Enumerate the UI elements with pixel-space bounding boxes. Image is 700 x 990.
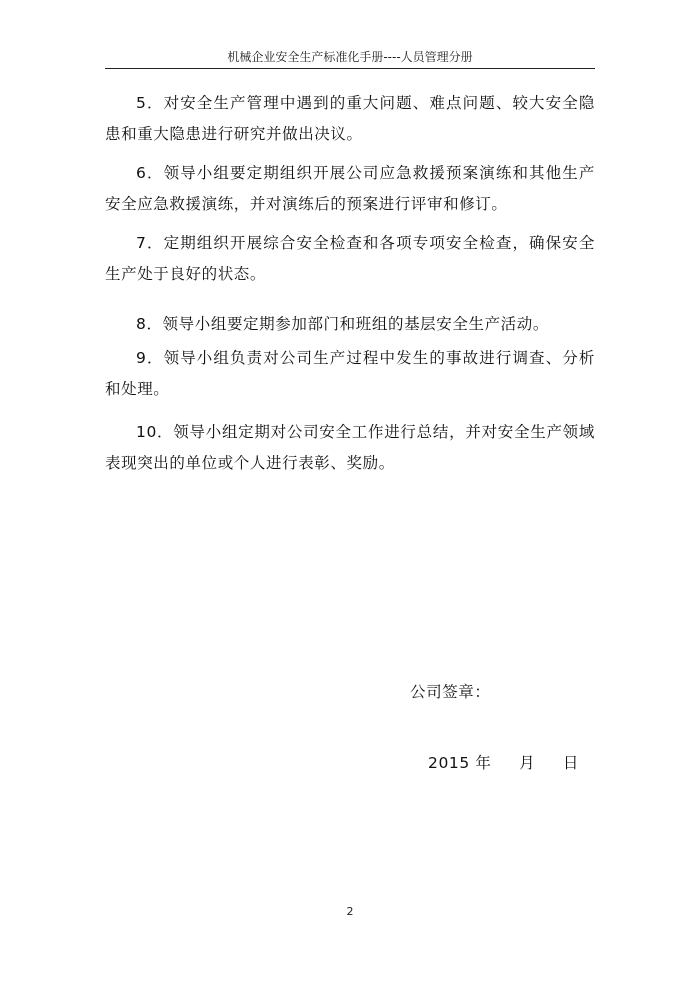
running-header: 机械企业安全生产标准化手册----人员管理分册 <box>227 50 473 64</box>
clause-item-10: 10．领导小组定期对公司安全工作进行总结，并对安全生产领域表现突出的单位或个人进行表彰、奖励。 <box>105 423 595 472</box>
clause-item-7: 7．定期组织开展综合安全检查和各项专项安全检查，确保安全生产处于良好的状态。 <box>105 234 595 283</box>
signature-date: 2015 年 月 日 <box>428 754 579 772</box>
clause-item-9: 9．领导小组负责对公司生产过程中发生的事故进行调查、分析和处理。 <box>105 349 595 398</box>
page-number: 2 <box>346 905 354 918</box>
clause-item-5: 5．对安全生产管理中遇到的重大问题、难点问题、较大安全隐患和重大隐患进行研究并做出决议。 <box>105 94 595 143</box>
clause-item-8: 8．领导小组要定期参加部门和班组的基层安全生产活动。 <box>136 315 549 333</box>
header-divider <box>105 68 595 69</box>
company-seal-label: 公司签章： <box>410 683 491 701</box>
clause-item-6: 6．领导小组要定期组织开展公司应急救援预案演练和其他生产安全应急救援演练，并对演练后的预案进行评审和修订。 <box>105 164 595 213</box>
